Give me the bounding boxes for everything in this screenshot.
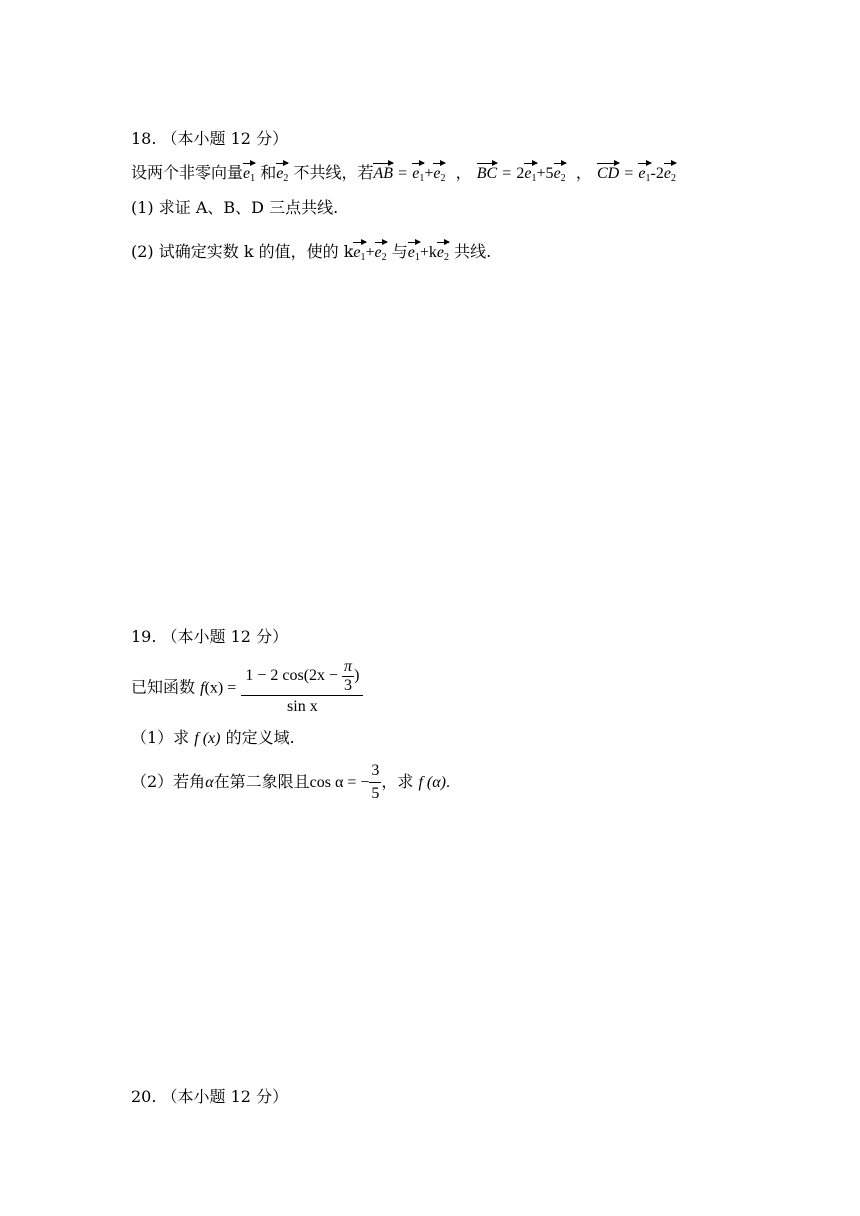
q18-stem: 设两个非零向量$e_1$ 和$e_2$ 不共线，若AB = $e_1+e_2$ ， BC = $2e_1+5e_2$ ， CD = $e_1-2e_2$ <box>131 163 676 189</box>
q19-part2: （2）若角α在第二象限且cos α = − $\frac{3}{5}$ ，求 f (α). <box>131 760 450 805</box>
q20-heading: 20. （本小题 12 分） <box>131 1087 289 1106</box>
vector-e2: $e_2$ <box>276 164 288 189</box>
vector-e1: $e_1$ <box>243 164 255 189</box>
three-fifths: $\frac{3}{5}$ <box>371 762 380 802</box>
q18-part2: (2) 试确定实数 k 的值，使的 $ke_1+e_2$ 与$e_1+ke_2$ 共线. <box>131 242 491 268</box>
q19-function-fraction: 1 − 2 cos(2x − $\frac{\pi}{3}$ ) sin x <box>241 658 363 718</box>
q19-part1: （1）求 f (x) 的定义域. <box>131 728 295 747</box>
q18-heading: 18. （本小题 12 分） <box>131 129 289 148</box>
vector-AB: AB <box>373 165 393 182</box>
q19-heading: 19. （本小题 12 分） <box>131 627 289 646</box>
pi-over-3: $\frac{\pi}{3}$ <box>344 658 353 694</box>
q19-stem: 已知函数 f(x) = 1 − 2 cos(2x − $\frac{\pi}{3}$ ) sin x <box>131 658 363 718</box>
vector-CD: CD <box>596 165 620 182</box>
q18-part1: (1) 求证 A、B、D 三点共线. <box>131 198 339 217</box>
vector-BC: BC <box>476 165 498 182</box>
